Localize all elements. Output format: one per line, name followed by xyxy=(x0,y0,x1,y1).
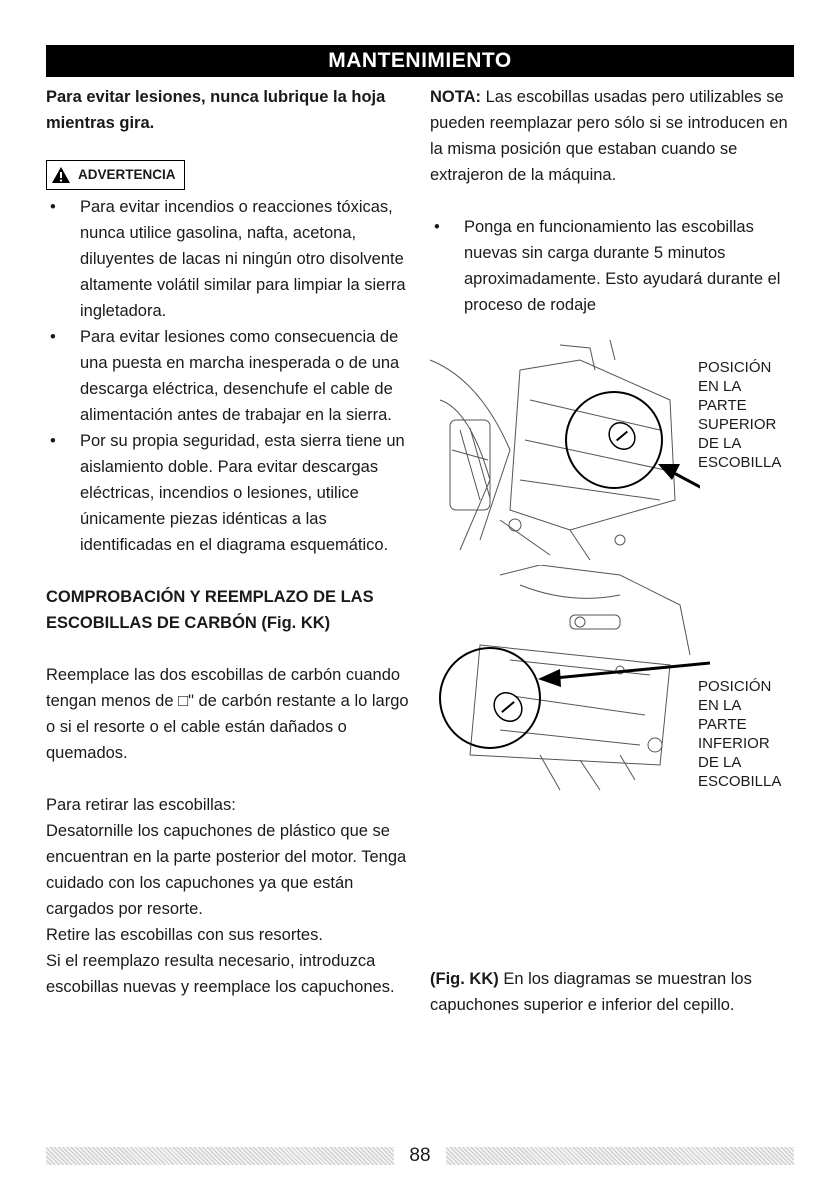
lubrication-warning: Para evitar lesiones, nunca lubrique la hoja mientras gira. xyxy=(46,88,386,132)
bullet-text: Por su propia seguridad, esta sierra tiene un aislamiento doble. Para evitar descargas eléctricas, incendios o lesiones, utilice únicamente piezas idénticas a las identificadas en el diagrama esquemático. xyxy=(80,432,405,554)
list-item xyxy=(46,324,414,428)
footer-stripe-right xyxy=(446,1147,794,1165)
label-line: DE LA xyxy=(698,435,742,452)
left-column xyxy=(46,84,414,1000)
label-line: PARTE xyxy=(698,397,747,414)
lower-position-label xyxy=(698,677,808,791)
remove-step: Si el reemplazo resulta necesario, introduzca escobillas nuevas y reemplace los capuchones. xyxy=(46,952,395,996)
lower-brush-diagram xyxy=(420,565,710,795)
bullet-dot-icon: • xyxy=(434,218,440,236)
bullet-dot-icon: • xyxy=(50,328,56,346)
label-line: EN LA xyxy=(698,697,742,714)
nota-text: Las escobillas usadas pero utilizables se pueden reemplazar pero sólo si se introducen en la misma posición que estaban cuando se extrajeron de la máquina. xyxy=(430,88,788,184)
nota-label: NOTA: xyxy=(430,88,482,106)
label-line: DE LA xyxy=(698,754,742,771)
warning-triangle-icon xyxy=(51,166,71,184)
warning-bullets xyxy=(46,194,414,558)
replace-paragraph: Reemplace las dos escobillas de carbón cuando tengan menos de □" de carbón restante a lo largo o si el resorte o el cable están dañados o quemados. xyxy=(46,666,409,762)
right-column xyxy=(430,84,802,318)
fig-kk-diagrams xyxy=(420,340,810,810)
upper-brush-diagram xyxy=(420,340,700,560)
label-line: ESCOBILLA xyxy=(698,773,782,790)
section-title: COMPROBACIÓN Y REEMPLAZO DE LAS ESCOBILLAS DE CARBÓN (Fig. KK) xyxy=(46,588,374,632)
advertencia-wrap xyxy=(46,160,414,190)
bullet-text: Ponga en funcionamiento las escobillas nuevas sin carga durante 5 minutos aproximadamente. Esto ayudará durante el proceso de rodaje xyxy=(464,218,781,314)
run-in-bullets xyxy=(430,214,802,318)
nota-paragraph xyxy=(430,84,802,188)
advertencia-label: ADVERTENCIA xyxy=(78,167,176,182)
label-line: PARTE xyxy=(698,716,747,733)
list-item xyxy=(46,194,414,324)
label-line: EN LA xyxy=(698,378,742,395)
caption-text: En los diagramas se muestran los capuchones superior e inferior del cepillo. xyxy=(430,970,752,1014)
label-line: POSICIÓN xyxy=(698,359,772,376)
bullet-dot-icon: • xyxy=(50,198,56,216)
label-line: POSICIÓN xyxy=(698,678,772,695)
bullet-text: Para evitar incendios o reacciones tóxicas, nunca utilice gasolina, nafta, acetona, diluyentes de lacas ni ningún otro disolvente altamente volátil similar para limpiar la sierra ingletadora. xyxy=(80,198,406,320)
label-line: INFERIOR xyxy=(698,735,770,752)
bullet-text: Para evitar lesiones como consecuencia de una puesta en marcha inesperada o de una descarga eléctrica, desenchufe el cable de alimentación antes de trabajar en la sierra. xyxy=(80,328,400,424)
upper-position-label xyxy=(698,358,808,472)
list-item xyxy=(430,214,802,318)
advertencia-badge xyxy=(46,160,185,190)
section-header: MANTENIMIENTO xyxy=(46,45,794,77)
list-item xyxy=(46,428,414,558)
page-number: 88 xyxy=(409,1145,431,1166)
label-line: SUPERIOR xyxy=(698,416,777,433)
figure-caption xyxy=(430,966,802,1018)
remove-step: Retire las escobillas con sus resortes. xyxy=(46,926,323,944)
footer-stripe-left xyxy=(46,1147,394,1165)
caption-label: (Fig. KK) xyxy=(430,970,499,988)
label-line: ESCOBILLA xyxy=(698,454,782,471)
remove-step: Desatornille los capuchones de plástico que se encuentran en la parte posterior del motor. Tenga cuidado con los capuchones ya que están cargados por resorte. xyxy=(46,822,407,918)
page-footer xyxy=(46,1144,794,1168)
remove-heading: Para retirar las escobillas: xyxy=(46,796,236,814)
bullet-dot-icon: • xyxy=(50,432,56,450)
